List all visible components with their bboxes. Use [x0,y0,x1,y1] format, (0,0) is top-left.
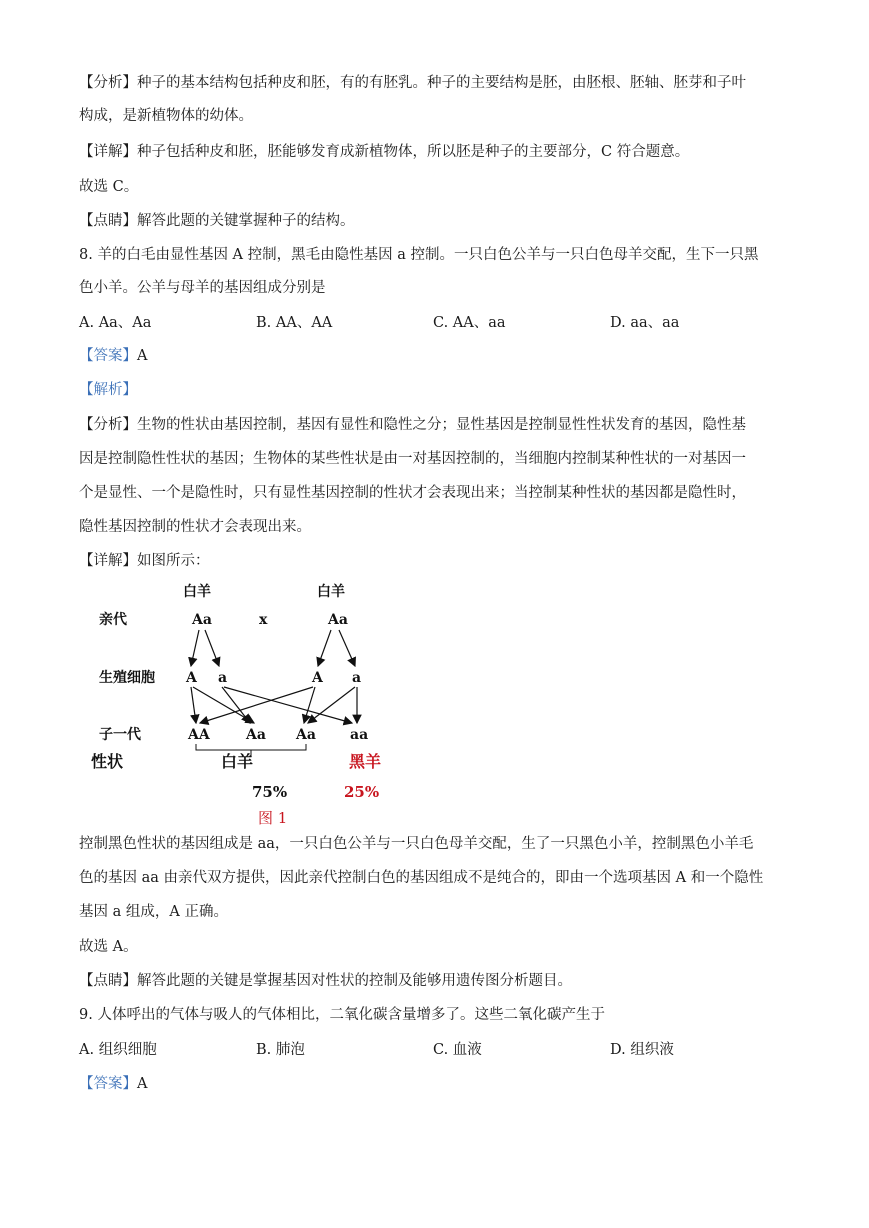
q8-answer-row [79,346,147,366]
row-label-parent: 亲代 [99,612,127,628]
trait-white: 白羊 [221,752,254,771]
gamete-2: a [218,670,228,686]
q8-stem-line-1: 8. 羊的白毛由显性基因 A 控制，黑毛由隐性基因 a 控制。一只白色公羊与一只白色母羊交配，生下一只黑 [79,247,759,263]
q8-detail-intro: 【详解】如图所示： [79,553,210,569]
q9-option-b: B. 肺泡 [256,1042,305,1058]
gamete-1: A [186,670,197,686]
gamete-3: A [312,670,323,686]
row-label-offspring: 子一代 [99,727,141,743]
parent-right-genotype: Aa [328,612,348,628]
figure-caption: 图 1 [258,809,288,827]
q8-detail-line-1: 控制黑色性状的基因组成是 aa，一只白色公羊与一只白色母羊交配，生了一只黑色小羊，控制黑色小羊毛 [79,836,754,852]
row-label-trait: 性状 [91,752,124,771]
cross-symbol: x [259,612,268,628]
parent-left-label: 白羊 [183,584,211,600]
q7-comment: 【点睛】解答此题的关键掌握种子的结构。 [79,213,355,229]
q9-answer-value: A [137,1076,148,1092]
q8-option-c: C. AA、aa [433,315,506,331]
trait-black: 黑羊 [349,752,382,771]
parent-right-label: 白羊 [317,584,345,600]
offspring-4: aa [350,727,369,743]
q8-detail-line-3: 基因 a 组成，A 正确。 [79,904,228,920]
offspring-3: Aa [296,727,316,743]
q7-analysis-line-1: 【分析】种子的基本结构包括种皮和胚，有的有胚乳。种子的主要结构是胚，由胚根、胚轴、胚芽和子叶 [79,75,746,91]
parent-left-genotype: Aa [192,612,212,628]
pct-white: 75% [252,783,288,801]
row-label-gamete: 生殖细胞 [99,670,155,686]
q9-answer-row [79,1074,147,1094]
q9-option-c: C. 血液 [433,1042,482,1058]
q8-analysis-line-1: 【分析】生物的性状由基因控制，基因有显性和隐性之分；显性基因是控制显性性状发育的基因，隐性基 [79,417,746,433]
q8-answer-tag: 【答案】 [79,348,137,364]
q8-jiexi-tag: 【解析】 [79,382,137,398]
pct-black: 25% [344,783,380,801]
offspring-2: Aa [246,727,266,743]
q8-analysis-line-3: 个是显性、一个是隐性时，只有显性基因控制的性状才会表现出来；当控制某种性状的基因都是隐性时， [79,485,746,501]
q8-stem-line-2: 色小羊。公羊与母羊的基因组成分别是 [79,280,326,296]
q8-analysis-line-4: 隐性基因控制的性状才会表现出来。 [79,519,311,535]
q9-option-a: A. 组织细胞 [79,1042,157,1058]
q8-analysis-line-2: 因是控制隐性性状的基因；生物体的某些性状是由一对基因控制的，当细胞内控制某种性状的一对基因一 [79,451,746,467]
offspring-1: AA [188,727,210,743]
q8-comment: 【点睛】解答此题的关键是掌握基因对性状的控制及能够用遗传图分析题目。 [79,973,572,989]
q8-detail-line-2: 色的基因 aa 由亲代双方提供，因此亲代控制白色的基因组成不是纯合的，即由一个选项基因 A 和一个隐性 [79,870,764,886]
q8-answer-value: A [137,348,148,364]
q8-option-b: B. AA、AA [256,315,333,331]
q8-option-d: D. aa、aa [610,315,680,331]
q7-choose: 故选 C。 [79,179,139,195]
q9-stem: 9. 人体呼出的气体与吸人的气体相比，二氧化碳含量增多了。这些二氧化碳产生于 [79,1007,605,1023]
gamete-4: a [352,670,362,686]
q9-option-d: D. 组织液 [610,1042,674,1058]
q7-analysis-line-2: 构成，是新植物体的幼体。 [79,108,253,124]
q8-choose: 故选 A。 [79,939,138,955]
q9-answer-tag: 【答案】 [79,1076,137,1092]
q8-option-a: A. Aa、Aa [79,315,152,331]
q7-detail: 【详解】种子包括种皮和胚，胚能够发育成新植物体，所以胚是种子的主要部分，C 符合题意。 [79,144,690,160]
